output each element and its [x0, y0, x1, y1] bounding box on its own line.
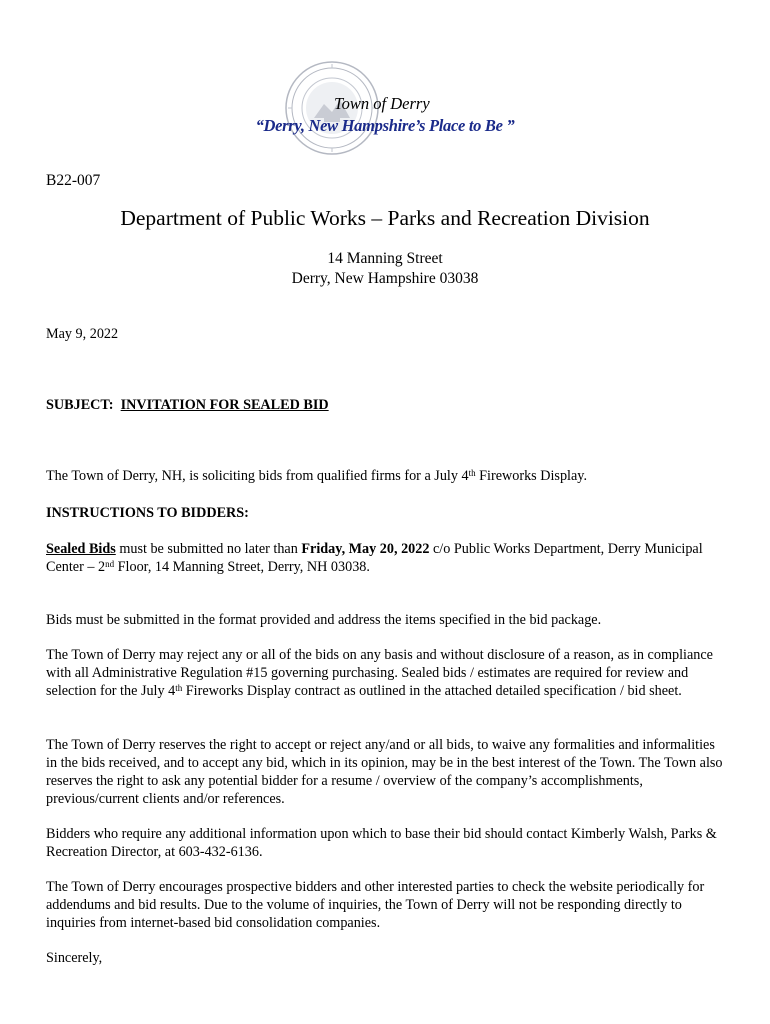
address-line2: Derry, New Hampshire 03038 [291, 270, 479, 287]
format-paragraph: Bids must be submitted in the format provided and address the items specified in the bid package. [46, 612, 602, 628]
town-name: Town of Derry [334, 94, 430, 113]
website-paragraph: The Town of Derry encourages prospective bidders and other interested parties to check the website periodically for addendums and bid results. Due to the volume of inquiries, the Town of Derry will not be responding directly to inquiries from internet-based bid consolidation companies. [46, 879, 705, 931]
department-address [0, 249, 770, 289]
sealed-bids-paragraph: Sealed Bids must be submitted no later than Friday, May 20, 2022 c/o Public Works Department, Derry Municipal Center – 2nd Floor, 14 Manning Street, Derry, NH 03038. [46, 541, 703, 575]
instructions-heading: INSTRUCTIONS TO BIDDERS: [46, 505, 249, 521]
contact-paragraph: Bidders who require any additional information upon which to base their bid should contact Kimberly Walsh, Parks & Recreation Director, at 603-432-6136. [46, 826, 717, 860]
intro-paragraph: The Town of Derry, NH, is soliciting bids from qualified firms for a July 4th Fireworks Display. [46, 468, 587, 484]
reserves-paragraph: The Town of Derry reserves the right to accept or reject any/and or all bids, to waive any formalities and informalities in the bids received, and to accept any bid, which in its opinion, may be in the best interest of the Town. The Town also reserves the right to ask any potential bidder for a resume / overview of the company’s accomplishments, previous/current clients and/or references. [46, 737, 723, 807]
document-number: B22-007 [46, 172, 101, 189]
subject-value: INVITATION FOR SEALED BID [120, 397, 329, 413]
town-motto: “Derry, New Hampshire’s Place to Be ” [255, 116, 515, 135]
letter-date: May 9, 2022 [46, 326, 119, 342]
address-line1: 14 Manning Street [327, 250, 443, 267]
department-title: Department of Public Works – Parks and Recreation Division [120, 206, 650, 230]
subject-label: SUBJECT: [46, 397, 114, 413]
closing: Sincerely, [46, 950, 103, 966]
reject-paragraph: The Town of Derry may reject any or all of the bids on any basis and without disclosure of a reason, as in compliance with all Administrative Regulation #15 governing purchasing. Sealed bids / estimates are required for review and selection for the July 4th Fireworks Display contract as outlined in the attached detailed specification / bid sheet. [46, 647, 713, 699]
subject-line [46, 396, 329, 414]
